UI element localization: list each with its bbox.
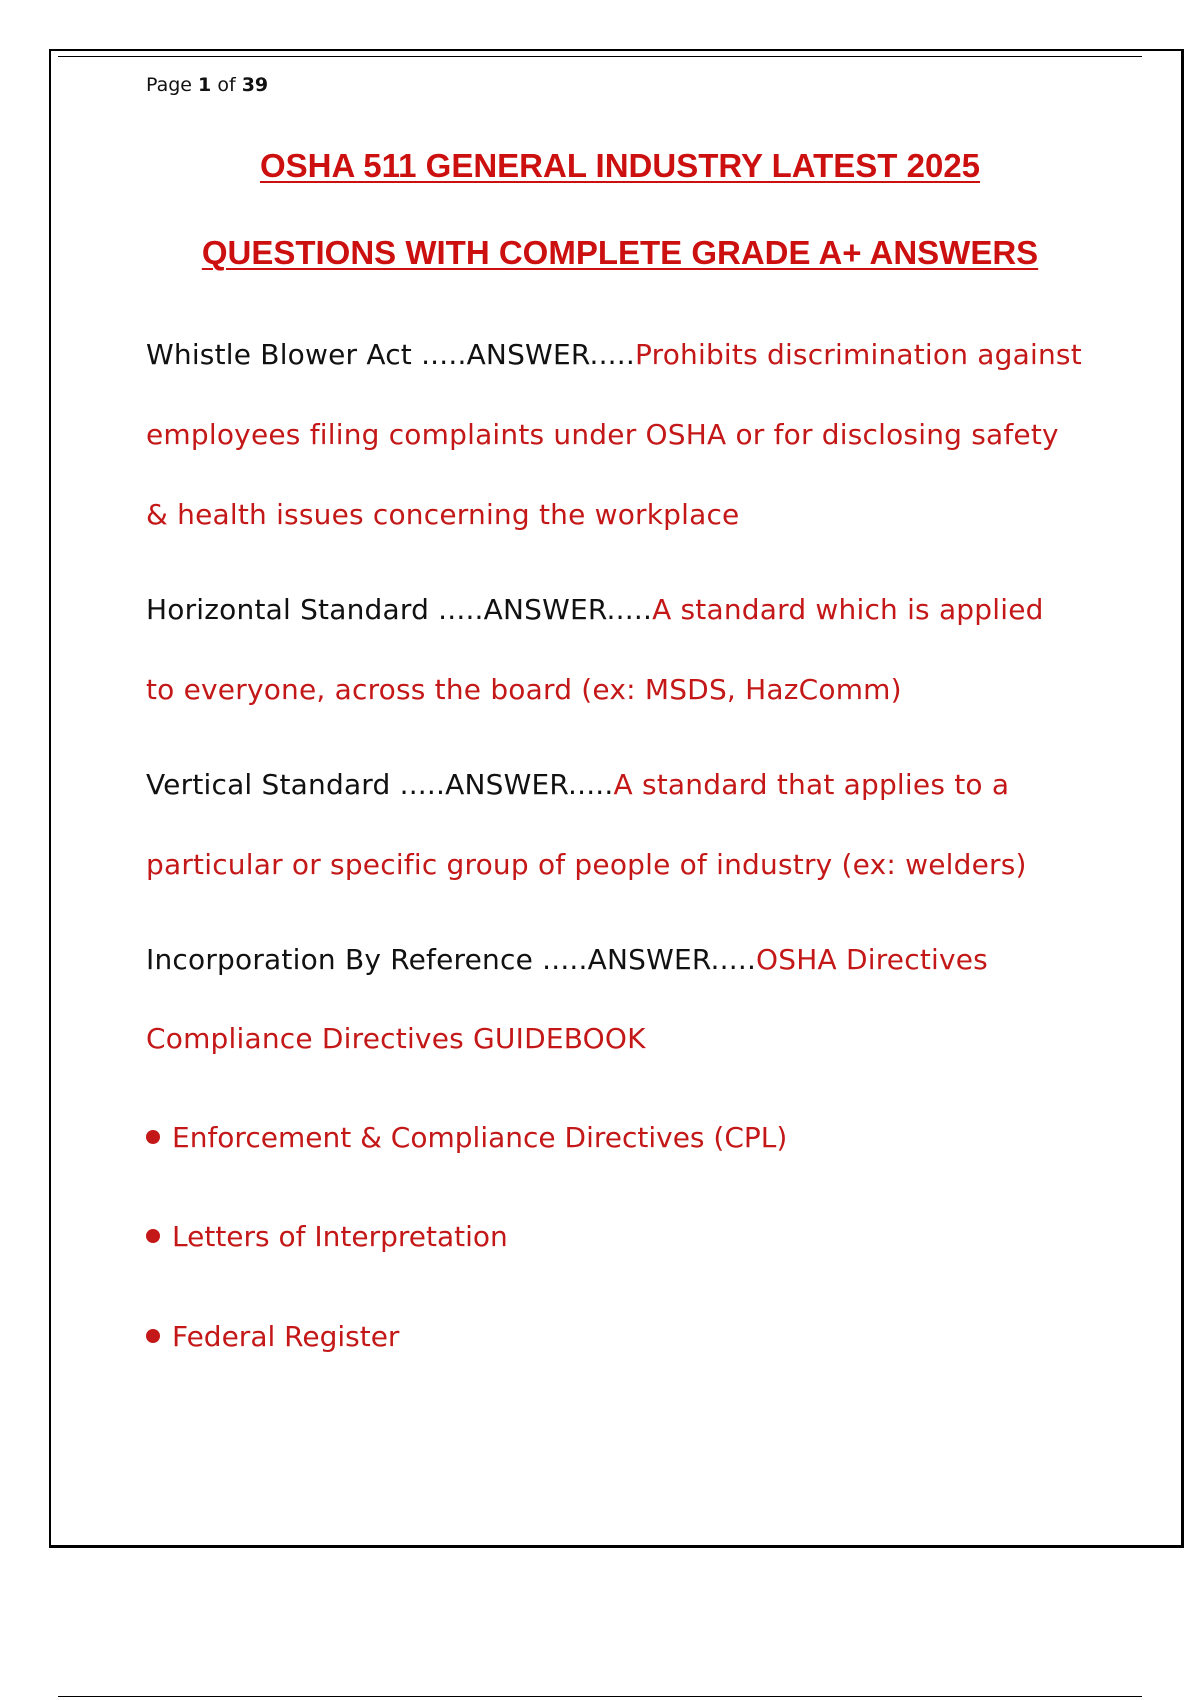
bullet-item — [146, 1320, 399, 1353]
page-current: 1 — [198, 74, 212, 96]
page-label: Page — [146, 74, 192, 96]
bullet-text: Enforcement & Compliance Directives (CPL) — [172, 1121, 788, 1154]
answer-text: A standard which is applied — [652, 593, 1044, 626]
answer-text: particular or specific group of people of industry (ex: welders) — [146, 848, 1027, 881]
document-title-line-2: QUESTIONS WITH COMPLETE GRADE A+ ANSWERS — [201, 234, 1039, 271]
qa-entry-horizontal-standard — [146, 593, 1044, 626]
bullet-dot-icon — [146, 1229, 160, 1243]
answer-text: employees filing complaints under OSHA or for disclosing safety — [146, 418, 1059, 451]
answer-text: & health issues concerning the workplace — [146, 498, 740, 531]
question-term: Vertical Standard .....ANSWER..... — [146, 768, 614, 801]
bullet-text: Federal Register — [172, 1320, 400, 1353]
bullet-item — [146, 1121, 787, 1154]
bottom-rule — [58, 1696, 1142, 1697]
question-term: Horizontal Standard .....ANSWER..... — [146, 593, 653, 626]
bullet-dot-icon — [146, 1130, 160, 1144]
page-number — [146, 74, 268, 96]
qa-entry-vertical-standard — [146, 768, 1009, 801]
question-term: Incorporation By Reference .....ANSWER..... — [146, 943, 757, 976]
answer-text: Compliance Directives GUIDEBOOK — [146, 1022, 646, 1055]
question-term: Whistle Blower Act .....ANSWER..... — [146, 338, 635, 371]
document-title-line-1: OSHA 511 GENERAL INDUSTRY LATEST 2025 — [259, 147, 981, 184]
bullet-item — [146, 1220, 508, 1253]
answer-text: A standard that applies to a — [613, 768, 1010, 801]
answer-text: OSHA Directives — [756, 943, 988, 976]
bullet-text: Letters of Interpretation — [172, 1220, 508, 1253]
qa-entry-whistle-blower — [146, 338, 1082, 371]
answer-text: to everyone, across the board (ex: MSDS, HazComm) — [146, 673, 902, 706]
page-of: of — [217, 74, 236, 96]
bullet-dot-icon — [146, 1329, 160, 1343]
qa-entry-incorporation-by-reference — [146, 943, 988, 976]
page-total: 39 — [241, 74, 269, 96]
answer-text: Prohibits discrimination against — [635, 338, 1082, 371]
